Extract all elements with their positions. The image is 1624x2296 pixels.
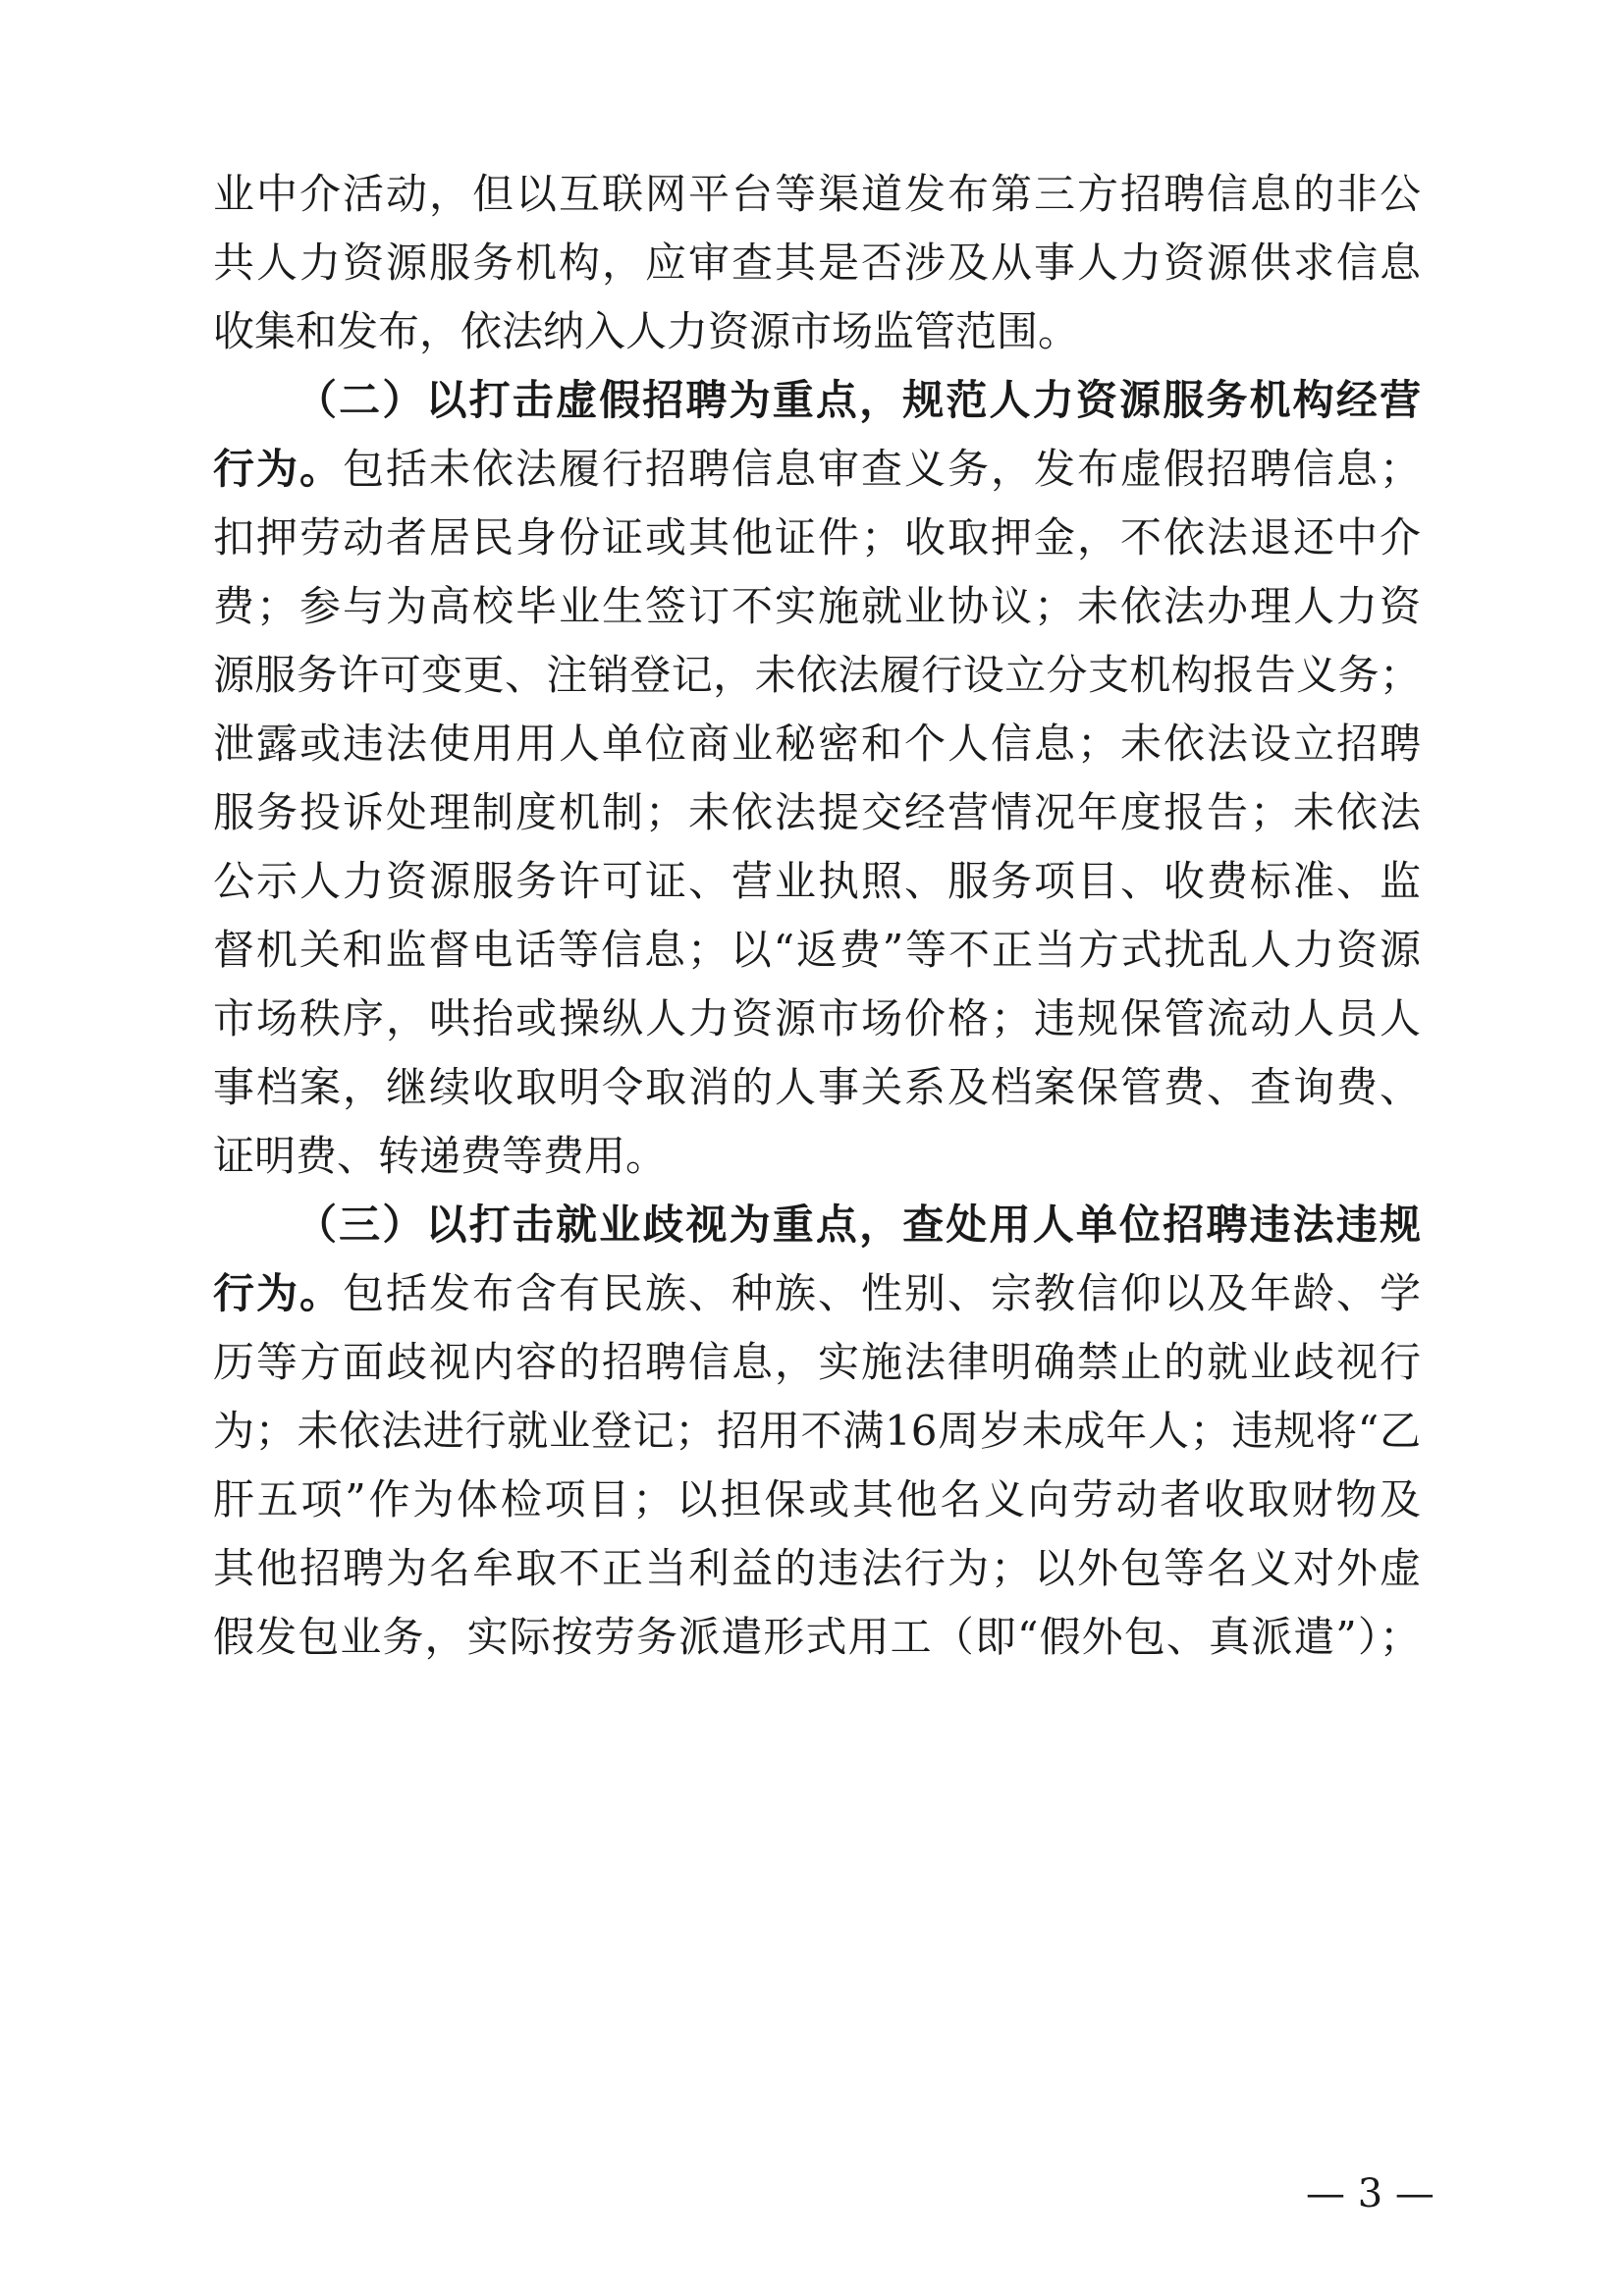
body-line-10: 服务投诉处理制度机制；未依法提交经营情况年度报告；未依法 — [213, 788, 1421, 836]
body-line-22: 假发包业务，实际按劳务派遣形式用工（即“假外包、真派遣”）； — [213, 1613, 1421, 1661]
body-line-21: 其他招聘为名牟取不正当利益的违法行为；以外包等名义对外虚 — [213, 1544, 1421, 1592]
body-line-8: 源服务许可变更、注销登记，未依法履行设立分支机构报告义务； — [213, 651, 1421, 699]
body-line-9: 泄露或违法使用用人单位商业秘密和个人信息；未依法设立招聘 — [213, 720, 1421, 768]
body-line-15: 证明费、转递费等费用。 — [213, 1132, 668, 1180]
body-line-1: 业中介活动，但以互联网平台等渠道发布第三方招聘信息的非公 — [213, 170, 1421, 218]
body-line-17: 行为。包括发布含有民族、种族、性别、宗教信仰以及年龄、学 — [213, 1269, 1421, 1317]
body-line-13: 市场秩序，哄抬或操纵人力资源市场价格；违规保管流动人员人 — [213, 994, 1421, 1042]
section-heading-2: （二）以打击虚假招聘为重点，规范人力资源服务机构经营 — [296, 376, 1421, 424]
body-line-3: 收集和发布，依法纳入人力资源市场监管范围。 — [213, 307, 1080, 355]
body-line-12: 督机关和监督电话等信息；以“返费”等不正当方式扰乱人力资源 — [213, 926, 1421, 974]
body-line-11: 公示人力资源服务许可证、营业执照、服务项目、收费标准、监 — [213, 857, 1421, 905]
body-line-18: 历等方面歧视内容的招聘信息，实施法律明确禁止的就业歧视行 — [213, 1338, 1421, 1386]
body-line-2: 共人力资源服务机构，应审查其是否涉及从事人力资源供求信息 — [213, 239, 1421, 287]
body-line-6: 扣押劳动者居民身份证或其他证件；收取押金，不依法退还中介 — [213, 513, 1421, 561]
body-line-14: 事档案，继续收取明令取消的人事关系及档案保管费、查询费、 — [213, 1063, 1421, 1111]
section-heading-3: （三）以打击就业歧视为重点，查处用人单位招聘违法违规 — [296, 1201, 1421, 1249]
body-line-5: 行为。包括未依法履行招聘信息审查义务，发布虚假招聘信息； — [213, 445, 1421, 493]
body-line-7: 费；参与为高校毕业生签订不实施就业协议；未依法办理人力资 — [213, 582, 1421, 630]
body-line-19: 为；未依法进行就业登记；招用不满16周岁未成年人；违规将“乙 — [213, 1407, 1421, 1455]
body-line-20: 肝五项”作为体检项目；以担保或其他名义向劳动者收取财物及 — [213, 1475, 1421, 1523]
page-number: — 3 — — [1306, 2171, 1435, 2216]
